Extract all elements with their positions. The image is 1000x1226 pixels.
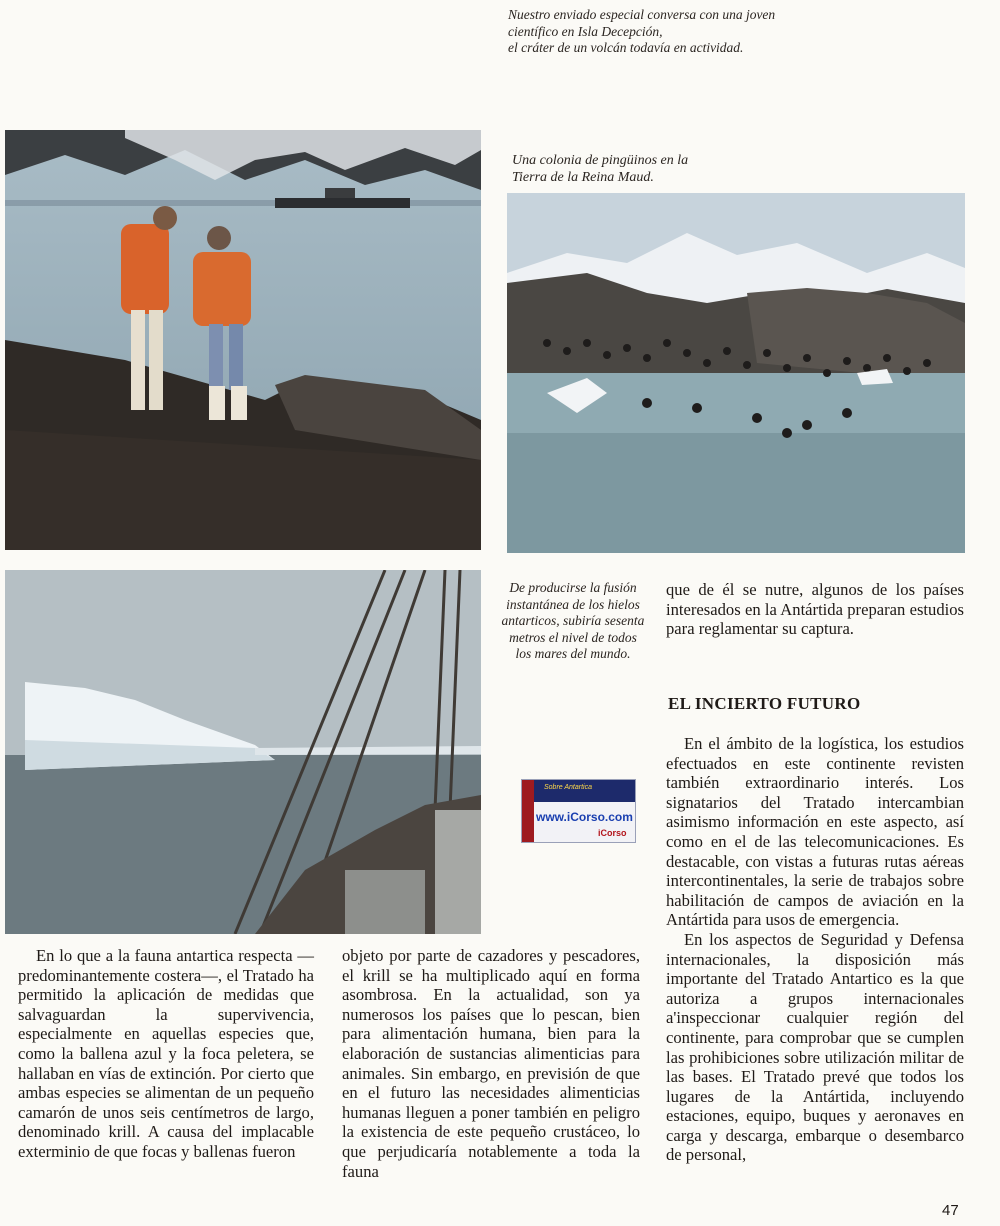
watermark-url: www.iCorso.com: [536, 810, 633, 824]
article-column-1: [18, 946, 314, 1162]
section-heading: EL INCIERTO FUTURO: [668, 694, 861, 713]
paragraph: En el ámbito de la logística, los estudios efectuados en este continente revisten también extraordinario interés. Los signatarios del Tratado intercambian asimismo información en este aspecto, así como en el de las telecomunicaciones. Es destacable, con vistas a futuras rutas aéreas intercontinentales, la serie de trabajos sobre habilitación de campos de aviación en la Antártida para usos de emergencia.: [666, 734, 964, 930]
article-column-3: [666, 734, 964, 1165]
caption-top: Nuestro enviado especial conversa con una joven científico en Isla Decepción, el cráter de un volcán todavía en actividad.: [508, 7, 776, 55]
caption-penguins: Una colonia de pingüinos en la Tierra de la Reina Maud.: [512, 153, 689, 185]
icorso-watermark: [521, 779, 636, 843]
caption-melting-ice: De producirse la fusión instantánea de los hielos antarticos, subiría sesenta metros el nivel de todos los mares del mundo.: [501, 580, 645, 661]
watermark-title: Sobre Antartica: [544, 784, 592, 791]
article-column-2: [342, 946, 640, 1181]
article-column-3-top: [666, 580, 964, 639]
paragraph: que de él se nutre, algunos de los países interesados en la Antártida preparan estudios para reglamentar su captura.: [666, 580, 964, 639]
watermark-brand: iCorso: [598, 828, 627, 838]
page-number: 47: [942, 1202, 959, 1219]
photo-ship-ice: [5, 570, 481, 934]
paragraph: En lo que a la fauna antartica respecta —predominantemente costera—, el Tratado ha permitido la aplicación de medidas que salvaguardan la supervivencia, especialmente en aquellas especies que, como la ballena azul y la foca peletera, se hallaban en vías de extinción. Por cierto que ambas especies se alimentan de un pequeño camarón de unos seis centímetros de largo, denominado krill. A causa del implacable exterminio de que focas y ballenas fueron: [18, 946, 314, 1161]
photo-penguin-colony: [507, 193, 965, 553]
paragraph: objeto por parte de cazadores y pescadores, el krill se ha multiplicado aquí en forma asombrosa. En la actualidad, son ya numerosos los países que lo pescan, bien para alimentación humana, bien para la elaboración de sustancias alimenticias para animales. Sin embargo, en previsión de que en el futuro las necesidades alimenticias humanas lleguen a poner también en peligro la existencia de este pequeño crustáceo, lo que perjudicaría notablemente a toda la fauna: [342, 946, 640, 1181]
photo-deception-island: [5, 130, 481, 550]
watermark-side-strip: [522, 780, 534, 842]
paragraph: En los aspectos de Seguridad y Defensa internacionales, la disposición más importante del Tratado Antartico es la que autoriza a grupos internacionales a'inspeccionar cualquier región del continente, para comprobar que se cumplen las prohibiciones sobre utilización militar de las bases. El Tratado prevé que todos los lugares de la Antártida, incluyendo estaciones, equipo, buques y aeronaves en carga y descarga, embarque o desembarco de personal,: [666, 929, 964, 1165]
